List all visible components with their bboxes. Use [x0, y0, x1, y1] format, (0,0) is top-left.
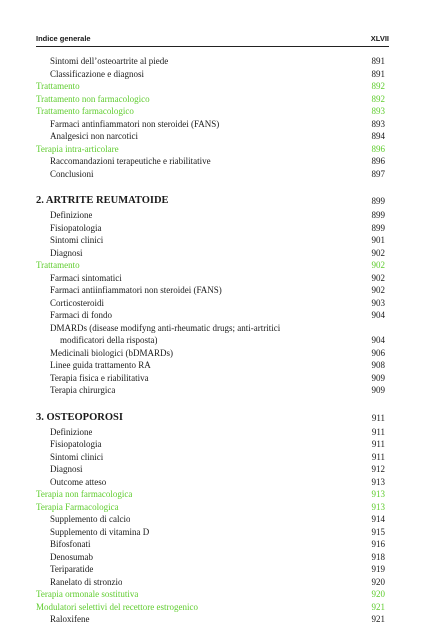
toc-entry[interactable] — [36, 451, 385, 464]
toc-entry[interactable] — [36, 155, 385, 168]
toc-section-link[interactable] — [36, 601, 385, 614]
toc-page-number: 894 — [371, 131, 385, 141]
toc-page-number: 893 — [371, 118, 385, 129]
toc-page-number: 911 — [371, 412, 385, 423]
toc-entry[interactable] — [36, 309, 385, 322]
toc-page-number: 904 — [371, 310, 385, 320]
toc-page-number: 902 — [371, 247, 385, 258]
toc-page-number: 909 — [371, 372, 385, 383]
toc-entry[interactable] — [36, 426, 385, 439]
running-header — [36, 34, 389, 43]
toc-entry[interactable] — [36, 247, 385, 260]
toc-entry[interactable] — [36, 576, 385, 589]
toc-page-number: 911 — [371, 451, 385, 462]
toc-entry[interactable] — [36, 284, 385, 297]
table-of-contents — [36, 55, 385, 626]
toc-entry[interactable] — [36, 563, 385, 576]
toc-entry-title: Teriparatide — [50, 564, 94, 574]
toc-page-number: 896 — [371, 156, 385, 166]
toc-page-number: 892 — [371, 81, 385, 91]
toc-entry[interactable] — [36, 68, 385, 81]
toc-entry[interactable] — [36, 463, 385, 476]
toc-entry[interactable] — [36, 551, 385, 564]
toc-entry-title: Raloxifene — [50, 614, 90, 624]
toc-section-link[interactable] — [36, 588, 385, 601]
toc-page-number: 896 — [371, 143, 385, 154]
toc-entry-title: Farmaci sintomatici — [50, 272, 122, 283]
toc-entry-title: Supplemento di calcio — [50, 514, 131, 524]
toc-entry-title: Linee guida trattamento RA — [50, 360, 151, 370]
toc-entry-title: Definizione — [50, 210, 93, 220]
toc-entry-title: Corticosteroidi — [50, 297, 104, 308]
toc-entry-title: DMARDs (disease modifyng anti-rheumatic drugs; anti-artritici — [50, 322, 281, 333]
toc-entry-title: Trattamento farmacologico — [36, 106, 134, 116]
toc-entry-title: 3. OSTEOPOROSI — [36, 411, 123, 423]
toc-entry[interactable] — [36, 168, 385, 181]
toc-entry-title: Sintomi dell’osteoartrite al piede — [50, 56, 169, 66]
toc-page-number: 903 — [371, 297, 385, 308]
toc-entry-title: Terapia Farmacologica — [36, 501, 119, 512]
toc-section-link[interactable] — [36, 93, 385, 106]
toc-section-link[interactable] — [36, 80, 385, 93]
toc-page-number: 920 — [371, 589, 385, 599]
toc-entry-title: Medicinali biologici (bDMARDs) — [50, 347, 173, 358]
toc-entry-title: Modulatori selettivi del recettore estrogenico — [36, 601, 198, 612]
toc-chapter-heading[interactable] — [36, 411, 385, 425]
toc-entry-title: Sintomi clinici — [50, 451, 104, 462]
toc-entry[interactable] — [36, 297, 385, 310]
toc-page-number: 915 — [371, 526, 385, 537]
toc-entry[interactable] — [36, 347, 385, 360]
toc-page-number: 902 — [371, 272, 385, 283]
toc-entry-title: Diagnosi — [50, 464, 83, 474]
toc-page-number: 921 — [371, 601, 385, 612]
toc-entry-title: Fisiopatologia — [50, 222, 102, 233]
toc-entry-title: Supplemento di vitamina D — [50, 526, 150, 537]
toc-entry[interactable] — [36, 130, 385, 143]
toc-section-link[interactable] — [36, 143, 385, 156]
toc-entry-title: Fisiopatologia — [50, 439, 102, 449]
toc-page-number: 921 — [371, 614, 385, 624]
toc-entry-continuation[interactable] — [36, 334, 385, 347]
toc-page-number: 916 — [371, 539, 385, 549]
toc-entry[interactable] — [36, 234, 385, 247]
toc-page-number: 902 — [371, 285, 385, 295]
toc-entry-title: Terapia chirurgica — [50, 385, 116, 395]
toc-page-number: 912 — [371, 464, 385, 474]
toc-entry-title: Ranelato di stronzio — [50, 576, 123, 587]
toc-section-link[interactable] — [36, 259, 385, 272]
toc-page-number: 899 — [371, 196, 385, 206]
toc-page-number: 913 — [371, 489, 385, 499]
toc-page-number: 920 — [371, 576, 385, 587]
toc-page-number: 909 — [371, 385, 385, 395]
toc-page-number: 899 — [371, 222, 385, 233]
toc-section-link[interactable] — [36, 105, 385, 118]
toc-entry-title: Sintomi clinici — [50, 235, 104, 245]
toc-page-number: 906 — [371, 347, 385, 358]
toc-page-number — [379, 322, 385, 335]
toc-page-number: 913 — [371, 476, 385, 487]
toc-entry-title: Outcome atteso — [50, 476, 107, 487]
toc-page-number: 918 — [371, 551, 385, 562]
toc-entry[interactable] — [36, 613, 385, 626]
toc-page-number: 891 — [371, 68, 385, 79]
toc-entry[interactable] — [36, 538, 385, 551]
toc-entry[interactable] — [36, 118, 385, 131]
toc-entry-title: Diagnosi — [50, 247, 83, 258]
header-page-number: XLVII — [370, 34, 389, 43]
toc-entry-title: Farmaci di fondo — [50, 310, 112, 320]
toc-section-link[interactable] — [36, 501, 385, 514]
toc-page-number: 904 — [371, 335, 385, 345]
toc-entry-title: Denosumab — [50, 551, 93, 562]
toc-entry-title: 2. ARTRITE REUMATOIDE — [36, 195, 169, 206]
toc-entry-title: Trattamento non farmacologico — [36, 93, 150, 104]
toc-entry-title: Farmaci antiinfiammatori non steroidei (FANS) — [50, 285, 222, 295]
toc-page-number: 914 — [371, 514, 385, 524]
toc-page-number: 891 — [371, 56, 385, 66]
toc-entry[interactable] — [36, 513, 385, 526]
toc-page-number: 901 — [371, 235, 385, 245]
toc-entry-title: Analgesici non narcotici — [50, 131, 138, 141]
toc-entry[interactable] — [36, 272, 385, 285]
toc-entry[interactable] — [36, 476, 385, 489]
toc-page-number: 913 — [371, 501, 385, 512]
toc-entry-title: Terapia ormonale sostitutiva — [36, 589, 139, 599]
toc-section-link[interactable] — [36, 488, 385, 501]
toc-entry-title: Trattamento — [36, 81, 80, 91]
toc-entry-title: Definizione — [50, 426, 93, 437]
toc-entry[interactable] — [36, 384, 385, 397]
toc-entry[interactable] — [36, 55, 385, 68]
toc-page-number: 897 — [371, 168, 385, 179]
toc-entry-title: Conclusioni — [50, 168, 94, 179]
toc-entry[interactable] — [36, 526, 385, 539]
toc-entry-title: Terapia non farmacologica — [36, 489, 133, 499]
toc-page-number: 908 — [371, 360, 385, 370]
toc-entry-title: Bifosfonati — [50, 539, 91, 549]
toc-entry[interactable] — [36, 359, 385, 372]
toc-page-number: 911 — [371, 439, 385, 449]
toc-entry-title: Farmaci antinfiammatori non steroidei (FANS) — [50, 118, 220, 129]
toc-page-number: 899 — [371, 210, 385, 220]
toc-entry-title: Classificazione e diagnosi — [50, 68, 144, 79]
toc-entry-title: Terapia intra-articolare — [36, 143, 119, 154]
toc-entry-title: Raccomandazioni terapeutiche e riabilitative — [50, 156, 211, 166]
toc-entry-title: Trattamento — [36, 260, 80, 270]
toc-page-number: 902 — [371, 260, 385, 270]
header-section-title: Indice generale — [36, 34, 91, 43]
toc-entry[interactable] — [36, 222, 385, 235]
toc-page-number: 893 — [371, 106, 385, 116]
toc-entry-title: Terapia fisica e riabilitativa — [50, 372, 149, 383]
toc-entry[interactable] — [36, 438, 385, 451]
toc-page-number: 919 — [371, 564, 385, 574]
toc-page-number: 911 — [371, 426, 385, 437]
toc-entry-title: modificatori della risposta) — [60, 335, 158, 345]
toc-entry[interactable] — [36, 372, 385, 385]
toc-page-number: 892 — [371, 93, 385, 104]
header-rule — [36, 46, 389, 47]
toc-chapter-heading[interactable] — [36, 194, 385, 208]
toc-entry[interactable] — [36, 322, 385, 335]
toc-entry[interactable] — [36, 209, 385, 222]
